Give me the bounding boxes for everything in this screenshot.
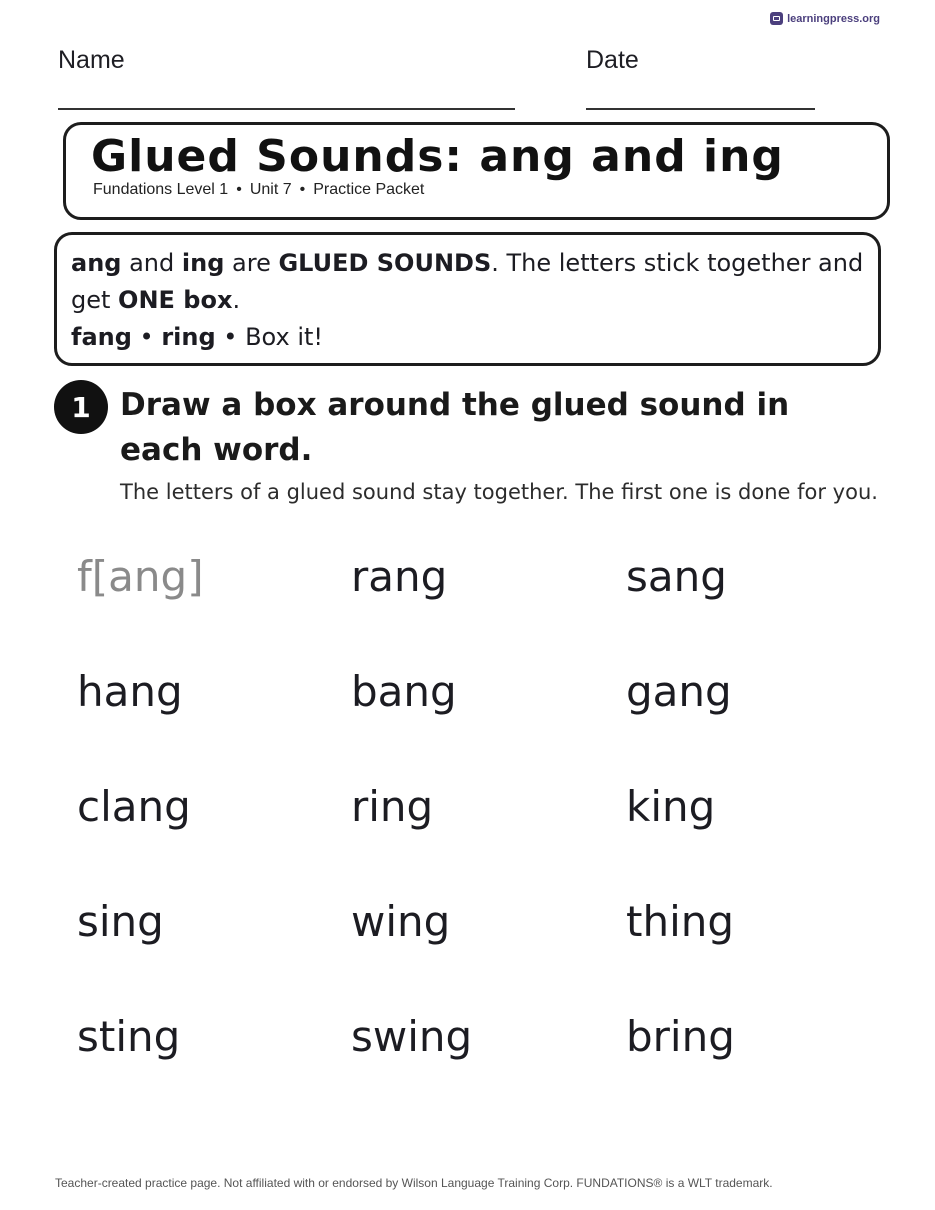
page-subtitle — [93, 181, 424, 199]
info-keyword: GLUED SOUNDS — [278, 249, 492, 277]
page-title: Glued Sounds: ang and ing — [91, 131, 784, 182]
subtitle-separator: • — [299, 181, 306, 198]
subtitle-level: Fundations Level 1 — [93, 181, 229, 198]
info-example-text: Box it! — [245, 323, 324, 351]
name-line — [58, 108, 515, 110]
info-text: and — [121, 249, 182, 277]
brand-text: learningpress.org — [787, 12, 880, 25]
info-text: . The letters stick together and get — [71, 249, 864, 314]
activity-instruction: Draw a box around the glued sound in each word. — [120, 387, 790, 468]
word-item: ring — [351, 782, 434, 831]
info-examples — [71, 319, 864, 356]
info-text: . — [232, 286, 241, 314]
word-item: sing — [77, 897, 164, 946]
word-item: bring — [626, 1012, 735, 1061]
word-item: swing — [351, 1012, 473, 1061]
step-number-badge: 1 — [54, 380, 108, 434]
word-item: thing — [626, 897, 735, 946]
info-example-word: fang — [71, 323, 132, 351]
book-icon — [770, 12, 783, 25]
footer-disclaimer: Teacher-created practice page. Not affiliated with or endorsed by Wilson Language Training Corp. FUNDATIONS® is a WLT trademark. — [55, 1176, 773, 1190]
word-item: clang — [77, 782, 191, 831]
word-item: bang — [351, 667, 457, 716]
word-item: king — [626, 782, 716, 831]
info-rule — [71, 245, 864, 319]
word-example: f[ang] — [77, 552, 204, 601]
subtitle-unit: Unit 7 — [249, 181, 292, 198]
subtitle-packet: Practice Packet — [313, 181, 425, 198]
word-item: wing — [351, 897, 451, 946]
subtitle-separator: • — [236, 181, 242, 198]
word-item: hang — [77, 667, 183, 716]
info-keyword: ing — [181, 249, 225, 277]
activity-subinstruction: The letters of a glued sound stay together. The first one is done for you. — [120, 480, 878, 504]
word-item: sting — [77, 1012, 181, 1061]
info-separator: • — [131, 323, 162, 351]
glued-sounds-info-box — [54, 232, 881, 366]
info-keyword: ONE box — [118, 286, 233, 314]
info-separator: • — [215, 323, 246, 351]
name-label: Name — [58, 46, 125, 74]
word-item: rang — [351, 552, 448, 601]
word-item: sang — [626, 552, 727, 601]
info-example-word: ring — [161, 323, 216, 351]
word-item: gang — [626, 667, 732, 716]
brand-logo — [770, 12, 880, 25]
info-text: are — [224, 249, 279, 277]
date-line — [586, 108, 815, 110]
date-label: Date — [586, 46, 639, 74]
title-box — [63, 122, 890, 220]
info-keyword: ang — [71, 249, 122, 277]
